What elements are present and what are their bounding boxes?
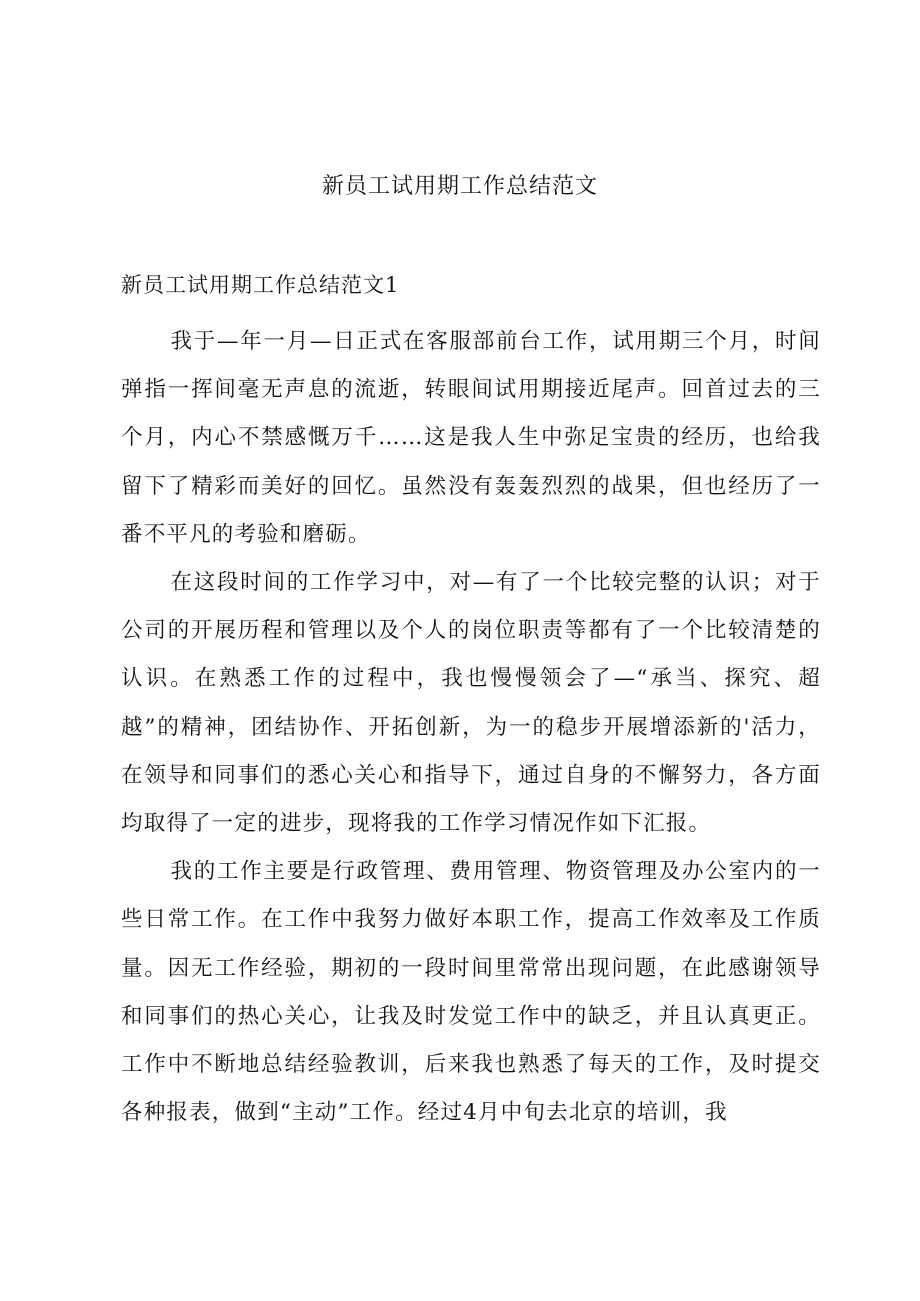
document-title: 新员工试用期工作总结范文 — [321, 174, 598, 199]
paragraph: 我的工作主要是行政管理、费用管理、物资管理及办公室内的一些日常工作。在工作中我努力做好本职工作，提高工作效率及工作质量。因无工作经验，期初的一段时间里常常出现问题，在此感谢领导和同事们的热心关心，让我及时发觉工作中的缺乏，并且认真更正。工作中不断地总结经验教训，后来我也熟悉了每天的工作，及时提交各种报表，做到“主动”工作。经过4月中旬去北京的培训，我 — [121, 859, 821, 1126]
paragraph: 在这段时间的工作学习中，对—有了一个比较完整的认识；对于公司的开展历程和管理以及个人的岗位职责等都有了一个比较清楚的认识。在熟悉工作的过程中，我也慢慢领会了—“承当、探究、超越”的精神，团结协作、开拓创新，为一的稳步开展增添新的'活力，在领导和同事们的悉心关心和指导下，通过自身的不懈努力，各方面均取得了一定的进步，现将我的工作学习情况作如下汇报。 — [121, 570, 821, 837]
paragraph: 我于—年一月—日正式在客服部前台工作，试用期三个月，时间弹指一挥间毫无声息的流逝，转眼间试用期接近尾声。回首过去的三个月，内心不禁感慨万千……这是我人生中弥足宝贵的经历，也给我留下了精彩而美好的回忆。虽然没有轰轰烈烈的战果，但也经历了一番不平凡的考验和磨砺。 — [121, 329, 821, 547]
document-body — [121, 318, 821, 1137]
section-heading: 新员工试用期工作总结范文1 — [121, 273, 400, 297]
